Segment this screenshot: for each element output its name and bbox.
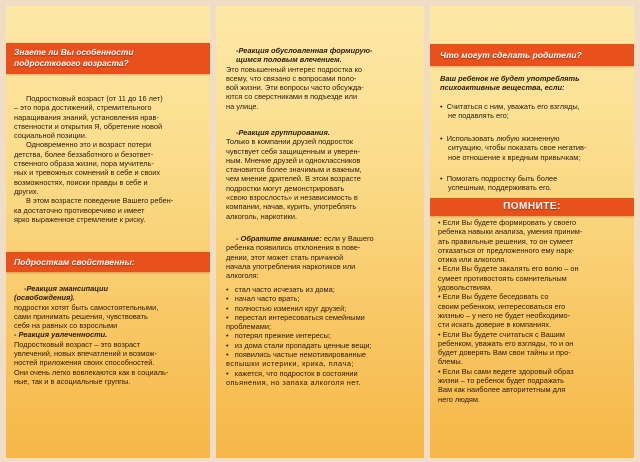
section-title: щимся половым влечением. (236, 55, 342, 65)
text-line: ярко выраженное стремление к риску. (14, 214, 146, 224)
text-line: ственного образа жизни, пора мучитель- (14, 159, 154, 169)
list-item-cont: будет доверять Вам свои тайны и про- (438, 348, 571, 358)
text-line: «свою взрослость» и независимость в (226, 193, 358, 203)
list-item-cont: опьянения, но запаха алкоголя нет. (226, 377, 361, 387)
text-fragment: если у Вашего (321, 234, 374, 243)
banner-title: Подросткам свойственны: (14, 257, 135, 267)
warning-signs-list (226, 285, 420, 387)
bullet-icon: • (226, 312, 235, 322)
bullet-icon: • (440, 174, 447, 183)
text-line: В этом возрасте поведение Вашего ребен- (26, 196, 174, 206)
banner-line: Знаете ли Вы особенности (14, 47, 134, 57)
text-line: – это пора достижений, стремительного (14, 103, 152, 113)
list-item-cont: вспышки истерики, крика, плача; (226, 359, 355, 369)
text-line: всему, что связано с вопросами поло- (226, 73, 357, 83)
list-item: • Использовать любую жизненную (440, 134, 560, 143)
banner-adolescence-question (6, 43, 210, 74)
text-line: ные, так и в асоциальные группы. (14, 376, 131, 386)
sexual-interest-section (226, 46, 420, 111)
list-item-cont: удовольствиям. (438, 283, 493, 293)
text-line: компании, начав, курить, употреблять (226, 202, 357, 212)
attention-lead: - Обратите внимание: (236, 234, 322, 243)
list-item-cont: сумеет противостоять сомнительным (438, 273, 567, 283)
text-line: вой жизни. Эти вопросы часто обсужда- (226, 83, 364, 93)
text-line: становится более значимым и важным, (226, 165, 362, 175)
section-title: (освобождения). (14, 293, 75, 303)
text-line: ются со сверстниками в подъезде или (226, 92, 358, 102)
emancipation-section (14, 284, 206, 386)
list-item: • перестал интересоваться семейными (226, 312, 365, 322)
list-item-cont: проблемами; (226, 322, 272, 332)
list-item: • полностью изменил круг друзей; (226, 303, 347, 313)
text-line: ным. Мнение друзей и одноклассников (226, 155, 361, 165)
list-item: • Если Вы сами ведете здоровый образ (438, 366, 574, 376)
parents-lead (440, 74, 630, 93)
list-item-cont: отказаться от предложенного ему нарк- (438, 245, 575, 255)
list-item-cont: ребенком, уважать его взгляды, то и он (438, 338, 574, 348)
text-line: алкоголь, наркотики. (226, 211, 298, 221)
panel-right (430, 6, 634, 458)
parent-advice-list (440, 134, 630, 162)
text-line: начала употребления наркотиков или (226, 261, 356, 271)
text-line: сами принимать решения, чувствовать (14, 311, 148, 321)
section-title: - Реакция увлеченности. (14, 330, 108, 340)
text-line: чувствует себя защищенным и уверен- (226, 146, 361, 156)
banner-teen-traits (6, 252, 210, 272)
list-item: • Считаться с ним, уважать его взгляды, (440, 102, 580, 111)
panel-middle (216, 6, 424, 458)
text-line: Одновременно это и возраст потери (26, 140, 152, 150)
text-line: увлечений, новых впечатлений и возмож- (14, 349, 157, 359)
section-title: -Реакция обусловленная формирую- (236, 46, 373, 55)
list-item: • кажется, что подросток в состоянии (226, 368, 358, 378)
text-line: подростки хотят быть самостоятельными, (14, 302, 159, 312)
remember-list (438, 218, 630, 404)
text-line: наращивания знаний, установления нрав- (14, 112, 159, 122)
list-item-cont: блемы. (438, 357, 463, 367)
text-line: Они очень легко вовлекаются как в социаль- (14, 367, 169, 377)
list-item: • начал часто врать; (226, 294, 300, 304)
section-title: -Реакция эмансипации (24, 284, 109, 293)
banner-line: подросткового возраста? (14, 58, 129, 68)
banner-remember (430, 198, 634, 216)
list-item: • потерял прежние интересы; (226, 331, 331, 341)
text-line: ребенка появились отклонения в пове- (226, 243, 361, 253)
text-line: подростки могут демонстрировать (226, 183, 345, 193)
list-item-cont: своим ребенком, интересоваться его (438, 301, 566, 311)
banner-title: ПОМНИТЕ: (503, 201, 561, 212)
list-item-cont: отика или алкоголя. (438, 255, 507, 265)
section-title: -Реакция группирования. (236, 128, 330, 137)
list-item-cont: не подавлять его; (448, 111, 509, 121)
list-item-cont: ное отношение к вредным привычкам; (448, 152, 581, 162)
banner-parents (430, 44, 634, 66)
text-line: ственности и открытия Я, обретение новой (14, 121, 163, 131)
attention-first-line (226, 234, 420, 243)
bullet-icon: • (226, 331, 235, 341)
list-item-cont: успешным, поддерживать его. (448, 183, 552, 193)
text-line: ка достаточно противоречиво и имеет (14, 205, 145, 215)
bullet-icon: • (226, 368, 235, 378)
text-line: чем мнение дрителей. В этом возрасте (226, 174, 361, 184)
parent-advice-list (440, 102, 630, 121)
intro-paragraphs (14, 94, 206, 224)
bullet-icon: • (440, 102, 447, 111)
list-item: • появились частые немотивированные (226, 350, 367, 360)
list-item: • Если Вы будете формировать у своего (438, 218, 577, 227)
text-line: на улице. (226, 101, 259, 111)
parent-advice-list (440, 174, 630, 193)
list-item-cont: жизни – то ребенок будет подражать (438, 376, 564, 386)
text-line: Только в компании друзей подросток (226, 137, 353, 147)
text-line: себя на равных со взрослыми (14, 321, 118, 331)
list-item: • из дома стали пропадать ценные вещи; (226, 340, 372, 350)
text-line: возможностях, поиски правды в себе и (14, 177, 148, 187)
grouping-section (226, 128, 420, 221)
text-line: ностей приложения своих способностей. (14, 358, 155, 368)
list-item: • Помогать подростку быть более (440, 174, 558, 183)
list-item: • стал часто исчезать из дома; (226, 285, 335, 294)
bullet-icon: • (226, 285, 235, 294)
banner-title: Что могут сделать родители? (440, 50, 582, 60)
text-line: Подростковый возраст (от 11 до 16 лет) (26, 94, 163, 103)
text-line: ных и тревожных сомнений в себе и своих (14, 168, 161, 178)
lead-line: Ваш ребенок не будет употреблять (440, 74, 580, 83)
panel-left (6, 6, 210, 458)
attention-section (226, 234, 420, 280)
bullet-icon: • (226, 350, 235, 360)
list-item: • Если Вы будете беседовать со (438, 292, 549, 302)
bullet-icon: • (440, 134, 447, 143)
list-item-cont: сти искать доверие в компаниях. (438, 320, 552, 330)
list-item-cont: ситуацию, чтобы показать свое негатив- (448, 143, 587, 153)
list-item-cont: ребенка навыки анализа, умения приним- (438, 227, 583, 237)
text-line: социальной позиции. (14, 131, 87, 141)
list-item-cont: Вам как наиболее авторитетным для (438, 385, 566, 395)
list-item-cont: него людям. (438, 394, 481, 404)
list-item-cont: ать правильные решения, то он сумеет (438, 236, 574, 246)
list-item: • Если Вы будете считаться с Вашим (438, 329, 565, 339)
text-line: Это повышенный интерес подростка ко (226, 64, 362, 74)
text-line: алкоголя: (226, 271, 259, 281)
lead-line: психоактивные вещества, если: (440, 83, 565, 93)
text-line: других. (14, 186, 39, 196)
bullet-icon: • (226, 294, 235, 304)
text-line: детства, более беззаботного и безответ- (14, 149, 154, 159)
text-line: дении, этот может стать причиной (226, 252, 344, 262)
bullet-icon: • (226, 303, 235, 313)
bullet-icon: • (226, 340, 235, 350)
list-item: • Если Вы будете закалять его волю – он (438, 264, 579, 274)
text-line: Подростковый возраст – это возраст (14, 339, 141, 349)
list-item-cont: жизнью – у него не будет необходимо- (438, 310, 571, 320)
